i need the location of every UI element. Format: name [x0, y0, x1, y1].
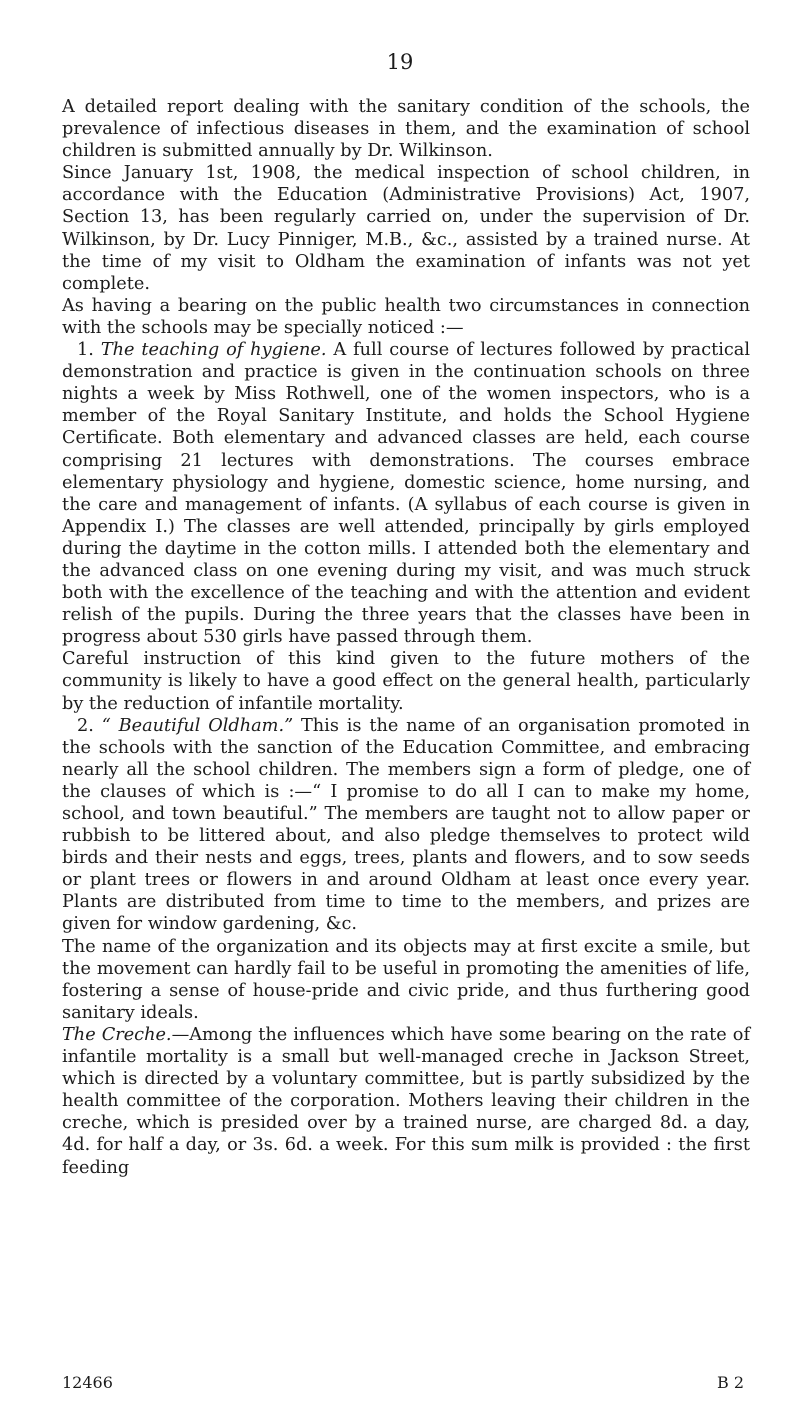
item-title: The Creche. — [62, 1024, 172, 1045]
paragraph-creche — [62, 1024, 750, 1179]
document-body — [62, 96, 750, 1179]
item-number: 2. — [77, 715, 94, 736]
signature-mark: B 2 — [716, 1373, 744, 1392]
paragraph-medical-inspection: Since January 1st, 1908, the medical inspection of school children, in accordance with the Education (Administrative Provisions) Act, 1907, Section 13, has been regularly carried on, under the supervision of Dr. Wilkinson, by Dr. Lucy Pinniger, M.B., &c., assisted by a trained nurse. At the time of my visit to Oldham the examination of infants was not yet complete. — [62, 163, 750, 294]
paragraph-teaching-hygiene — [62, 339, 750, 648]
page-number: 19 — [386, 50, 414, 74]
print-code: 12466 — [62, 1373, 113, 1392]
item-number: 1. — [77, 340, 94, 361]
paragraph-organization-objects: The name of the organization and its objects may at first excite a smile, but the movement can hardly fail to be useful in promoting the amenities of life, fostering a sense of house-pride and civic pride, and thus furthering good sanitary ideals. — [62, 936, 750, 1023]
paragraph-school-report: A detailed report dealing with the sanitary condition of the schools, the prevalence of infectious diseases in them, and the examination of school children is submitted annually by Dr. Wilkinson. — [62, 97, 750, 162]
paragraph-circumstances: As having a bearing on the public health two circumstances in connection with the schools may be specially noticed :— — [62, 295, 750, 338]
item-title: “ Beautiful Oldham.” — [101, 715, 294, 736]
paragraph-careful-instruction: Careful instruction of this kind given to the future mothers of the community is likely to have a good effect on the general health, particularly by the reduction of infantile mortality. — [62, 649, 750, 714]
item-text: A full course of lectures followed by practical demonstration and practice is given in the continuation schools on three nights a week by Miss Rothwell, one of the women inspectors, who is a member of the Royal Sanitary Institute, and holds the School Hygiene Certificate. Both elementary and advanced classes are held, each course comprising 21 lectures with demonstrations. The courses embrace elementary physiology and hygiene, domestic science, home nursing, and the care and management of infants. (A syllabus of each course is given in Appendix I.) The classes are well attended, principally by girls employed during the daytime in the cotton mills. I attended both the elementary and the advanced class on one evening during my visit, and was much struck both with the excellence of the teaching and with the attention and evident relish of the pupils. During the three years that the classes have been in progress about 530 girls have passed through them. — [62, 340, 750, 648]
item-text: This is the name of an organisation promoted in the schools with the sanction of the Education Committee, and embracing nearly all the school children. The members sign a form of pledge, one of the clauses of which is :—“ I promise to do all I can to make my home, school, and town beautiful.” The members are taught not to allow paper or rubbish to be littered about, and also pledge themselves to protect wild birds and their nests and eggs, trees, plants and flowers, and to sow seeds or plant trees or flowers in and around Oldham at least once every year. Plants are distributed from time to time to the members, and prizes are given for window gardening, &c. — [62, 715, 750, 935]
item-text: —Among the influences which have some bearing on the rate of infantile mortality is a small but well-managed creche in Jackson Street, which is directed by a voluntary committee, but is partly subsidized by the health committee of the corporation. Mothers leaving their children in the creche, which is presided over by a trained nurse, are charged 8d. a day, 4d. for half a day, or 3s. 6d. a week. For this sum milk is provided : the first feeding — [62, 1024, 750, 1178]
item-title: The teaching of hygiene. — [100, 340, 327, 361]
paragraph-beautiful-oldham — [62, 715, 750, 936]
